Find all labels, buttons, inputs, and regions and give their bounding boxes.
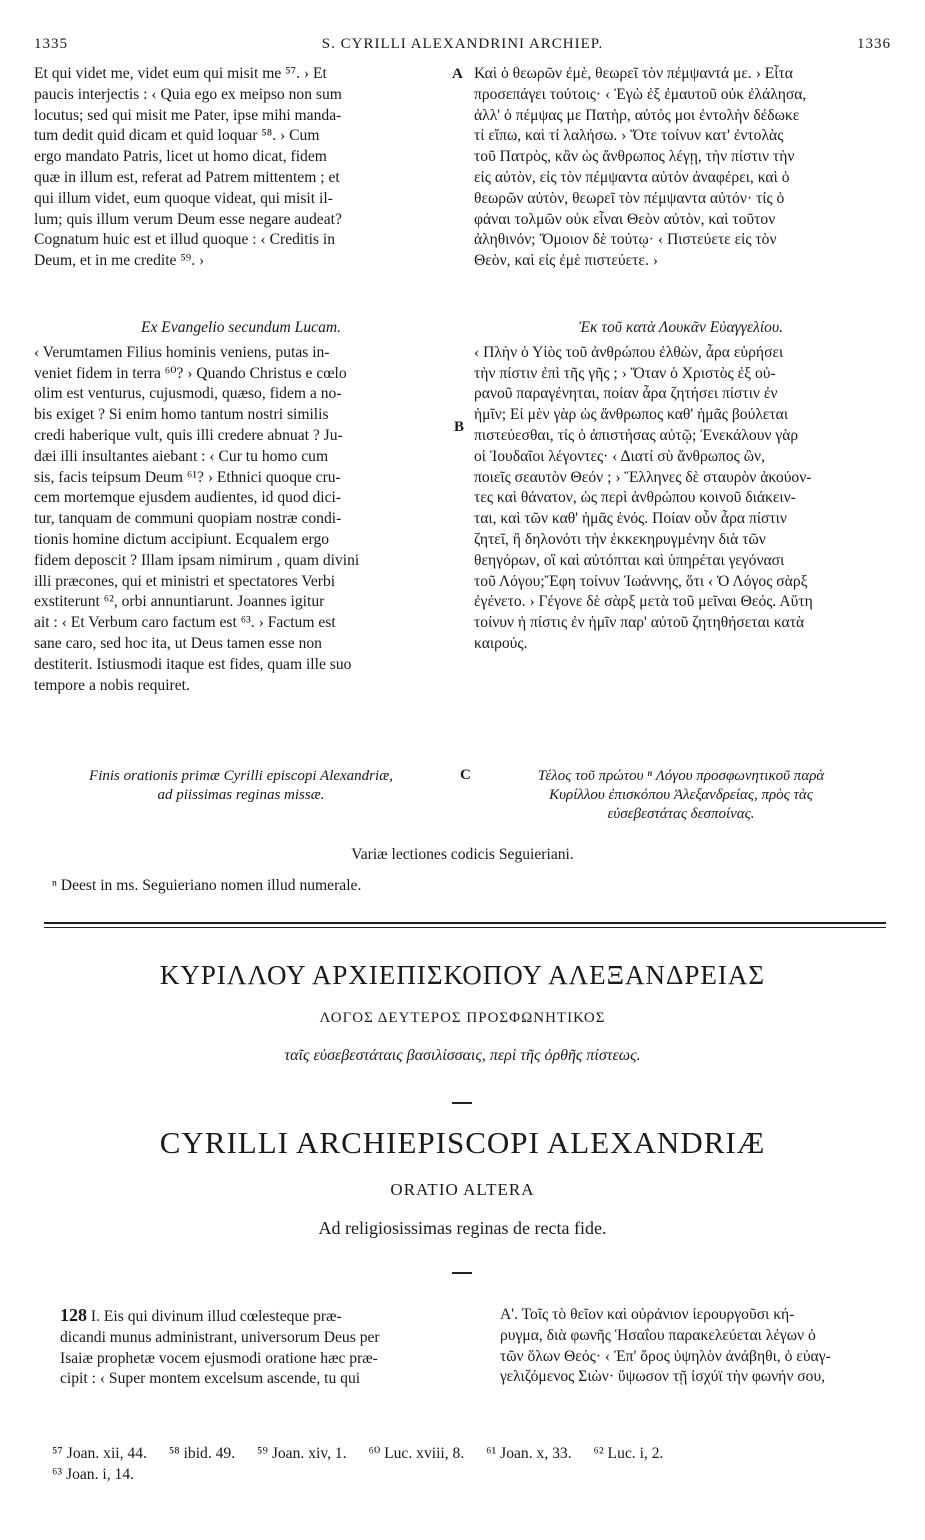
text-line: ἐγένετο. › Γέγονε δὲ σὰρξ μετὰ τοῦ μεῖναι Θεός. Αὕτη (474, 593, 813, 611)
divider-rule (44, 927, 886, 928)
text-line: Finis orationis primæ Cyrilli episcopi Alexandriæ, (89, 768, 393, 784)
text-line: ρυγμα, διὰ φωνῆς Ἡσαΐου παρακελεύεται λέγων ὁ (500, 1326, 816, 1344)
text-line: Θεὸν, καὶ εἰς ἐμὲ πιστεύετε. › (474, 252, 658, 270)
text-line: τῶν ὅλων Θεός· ‹ Ἐπ' ὄρος ὑψηλὸν ἀνάβηθι, ὁ εὐαγ- (500, 1347, 831, 1365)
text-line: quæ in illum est, referat ad Patrem mittentem ; et (34, 168, 340, 186)
reference: ⁶³ Joan. i, 14. (52, 1466, 135, 1483)
page-number-left: 1335 (34, 36, 68, 52)
text-line: εὐσεβεστάτας δεσποίνας. (607, 806, 755, 822)
text-line: sane caro, sed hoc ita, ut Deus tamen esse non (34, 634, 322, 652)
text-line: Isaiæ prophetæ vocem ejusmodi oratione hæc præ- (60, 1349, 378, 1367)
text-line: olim est venturus, cujusmodi, quæso, fidem a no- (34, 385, 342, 403)
scripture-references (52, 1443, 898, 1485)
greek-column-bottom (500, 1305, 892, 1388)
text-line: εἰς αὐτὸν, εἰς τὸν πέμψαντα αὐτὸν ἀναφέρει, καὶ ὁ (474, 168, 790, 186)
text-line: ἀλλ' ὁ πέμψας με Πατὴρ, αὐτός μοι ἐντολὴν δέδωκε (474, 106, 800, 124)
text-line: ἀληθινόν; Ὅμοιον δὲ τούτῳ· ‹ Πιστεύετε εἰς τὸν (474, 231, 777, 249)
text-line: φάναι τολμῶν οὐκ εἶναι Θεὸν αὐτὸν, καὶ τοῦτον (474, 210, 776, 228)
text-line: tionis homine dictum accipiunt. Ecqualem ergo (34, 530, 330, 548)
text-line: Καὶ ὁ θεωρῶν ἐμὲ, θεωρεῖ τὸν πέμψαντά με. › Εἶτα (474, 65, 793, 82)
divider-rule (44, 922, 886, 924)
text-line: ποιεῖς σεαυτὸν Θεόν ; › Ἕλληνες δὲ σταυρὸν ἀκούον- (474, 468, 812, 486)
variae-lectiones-heading: Variæ lectiones codicis Seguieriani. (351, 846, 574, 863)
text-line: ergo mandato Patris, licet ut homo dicat, fidem (34, 148, 327, 166)
section-heading-latin: Ex Evangelio secundum Lucam. (140, 319, 342, 336)
text-line: ἡμῖν; Εἰ μὲν γὰρ ὡς ἄνθρωπος καθ' ἡμᾶς βούλεται (474, 406, 789, 424)
text-line: paucis interjectis : ‹ Quia ego ex meipso non sum (34, 85, 342, 103)
page-number-right: 1336 (857, 36, 891, 52)
text-line: τί εἴπω, καὶ τί λαλήσω. › Ὅτε τοίνυν κατ' ἐντολὰς (474, 127, 784, 145)
text-line: exstiterunt ⁶², orbi annuntiarunt. Joannes igitur (34, 593, 325, 611)
text-line: προσεπάγει τούτοις· ‹ Ἐγὼ ἐξ ἐμαυτοῦ οὐκ ἐλάλησα, (474, 85, 807, 103)
text-line: qui illum videt, eum quoque videat, qui misit il- (34, 189, 333, 207)
text-line: γελιζόμενος Σιὼν· ὕψωσον τῇ ἰσχύϊ τὴν φωνήν σου, (500, 1368, 826, 1386)
text-line: Α'. Τοῖς τὸ θεῖον καὶ οὐράνιον ἱερουργοῦσι κή- (500, 1306, 795, 1323)
greek-finis (474, 767, 888, 824)
divider-dash (452, 1102, 472, 1104)
latin-dedication: Ad religiosissimas reginas de recta fide. (318, 1218, 607, 1238)
text-line: tempore a nobis requiret. (34, 676, 190, 694)
text-line: ait : ‹ Et Verbum caro factum est ⁶³. › Factum est (34, 614, 336, 632)
margin-letter-b: B (454, 419, 465, 435)
latin-column-bottom (60, 1305, 458, 1390)
column-number: 128 (60, 1305, 87, 1325)
latin-column-top (34, 64, 448, 272)
text-line: cem mortemque ejusdem audientes, id quod dici- (34, 489, 342, 507)
text-line: ρανοῦ παραγένηται, ποίαν ἆρα ζητήσει πίστιν ἐν (474, 385, 778, 403)
text-line: τοῦ Λόγου;Ἔφη τοίνυν Ἰωάννης, ὅτι ‹ Ὁ Λόγος σὰρξ (474, 572, 808, 590)
greek-column-top (474, 64, 888, 272)
text-line: lum; quis illum verum Deum esse negare audeat? (34, 210, 342, 228)
margin-letter-c: C (460, 767, 471, 783)
text-line: dæi illi insultantes aiebant : ‹ Cur tu homo cum (34, 447, 329, 465)
text-line: ad piissimas reginas missæ. (157, 787, 325, 803)
text-line: τοίνυν ἡ πίστις ἐν ἡμῖν παρ' αὐτοῦ ζητηθήσεται κατὰ (474, 614, 805, 632)
text-line: cipit : ‹ Super montem excelsum ascende, tu qui (60, 1370, 361, 1388)
text-line: θεηγόρων, οἳ καὶ αὐτόπται καὶ ὑπηρέται γεγόνασι (474, 551, 785, 569)
text-line: veniet fidem in terra ⁶⁰? › Quando Christus e cœlo (34, 364, 347, 382)
text-line: Κυρίλλου ἐπισκόπου Ἀλεξανδρείας, πρὸς τὰς (549, 787, 813, 803)
reference: ⁶⁰ Luc. xviii, 8. (368, 1445, 465, 1462)
text-line: Cognatum huic est et illud quoque : ‹ Creditis in (34, 231, 336, 249)
greek-title: ΚΥΡΙΛΛΟΥ ΑΡΧΙΕΠΙΣΚΟΠΟΥ ΑΛΕΞΑΝΔΡΕΙΑΣ (159, 960, 766, 990)
text-line: ‹ Πλὴν ὁ Υἱὸς τοῦ ἀνθρώπου ἐλθὼν, ἆρα εὑρήσει (474, 343, 784, 361)
text-line: καιρούς. (474, 634, 528, 652)
text-line: Et qui videt me, videt eum qui misit me ⁵⁷. › Et (34, 65, 327, 82)
greek-subtitle: ΛΟΓΟΣ ΔΕΥΤΕΡΟΣ ΠΡΟΣΦΩΝΗΤΙΚΟΣ (319, 1010, 606, 1026)
text-line: οἱ Ἰουδαῖοι λέγοντες· ‹ Διατί σὺ ἄνθρωπος ὢν, (474, 447, 765, 465)
text-line: tum dedit quid dicam et quid loquar ⁵⁸. › Cum (34, 127, 320, 145)
text-span: I. Eis qui divinum illud cœlesteque præ- (90, 1308, 342, 1325)
latin-subtitle: ORATIO ALTERA (390, 1180, 535, 1199)
text-line: Τέλος τοῦ πρώτου ⁿ Λόγου προσφωνητικοῦ παρὰ (537, 768, 825, 784)
reference: ⁵⁸ ibid. 49. (168, 1445, 236, 1462)
latin-title: CYRILLI ARCHIEPISCOPI ALEXANDRIÆ (159, 1125, 766, 1160)
text-line: illi præcones, qui et ministri et spectatores Verbi (34, 572, 336, 590)
reference: ⁶¹ Joan. x, 33. (486, 1445, 572, 1462)
text-line: ται, καὶ τῶν καθ' ἡμᾶς ἑνός. Ποίαν οὖν ἆρα πίστιν (474, 510, 787, 528)
section-heading-greek: Ἐκ τοῦ κατὰ Λουκᾶν Εὐαγγελίου. (578, 319, 784, 336)
greek-column-luke (474, 318, 888, 655)
text-line: Deum, et in me credite ⁵⁹. › (34, 252, 205, 270)
divider-dash (452, 1272, 472, 1274)
text-line: πιστεύεσθαι, τίς ὁ ἀπιστήσας αὐτῷ; Ἐνεκάλουν γὰρ (474, 426, 799, 444)
text-line: credi haberique vult, quis illi credere abnuat ? Ju- (34, 426, 343, 444)
reference: ⁶² Luc. i, 2. (593, 1445, 664, 1462)
text-line: tur, tanquam de communi quopiam nostræ condi- (34, 510, 342, 528)
greek-dedication: ταῖς εὐσεβεστάταις βασιλίσσαις, περὶ τῆς ὀρθῆς πίστεως. (284, 1047, 641, 1064)
text-line: sis, facis teipsum Deum ⁶¹? › Ethnici quoque cru- (34, 468, 341, 486)
running-title: S. CYRILLI ALEXANDRINI ARCHIEP. (321, 36, 604, 52)
text-line: ‹ Verumtamen Filius hominis veniens, putas in- (34, 343, 330, 361)
variae-lectiones-note: ⁿ Deest in ms. Seguieriano nomen illud numerale. (52, 877, 362, 894)
reference: ⁵⁹ Joan. xiv, 1. (257, 1445, 347, 1462)
text-line (60, 1305, 458, 1328)
latin-finis (34, 767, 448, 805)
text-line: dicandi munus administrant, universorum Deus per (60, 1328, 380, 1346)
text-line: ζητεῖ, ἢ δηλονότι τὴν ἐκκεκηρυγμένην διὰ τῶν (474, 530, 766, 548)
text-line: destiterit. Istiusmodi itaque est fides, quam ille suo (34, 655, 352, 673)
margin-letter-a: A (452, 66, 463, 82)
text-line: τες καὶ θάνατον, ὡς περὶ ἀνθρώπου κοινοῦ διάκειν- (474, 489, 796, 507)
text-line: θεωρῶν αὐτὸν, θεωρεῖ τὸν πέμψαντα αὐτόν· τίς ὁ (474, 189, 785, 207)
running-head (34, 36, 891, 58)
text-line: τοῦ Πατρὸς, κἂν ὡς ἄνθρωπος λέγῃ, τὴν πίστιν τὴν (474, 148, 795, 166)
reference: ⁵⁷ Joan. xii, 44. (52, 1445, 147, 1462)
text-line: τὴν πίστιν ἐπὶ τῆς γῆς ; › Ὅταν ὁ Χριστὸς ἐξ οὐ- (474, 364, 776, 382)
text-line: fidem deposcit ? Illam ipsam nimirum , quam divini (34, 551, 360, 569)
text-line: locutus; sed qui misit me Pater, ipse mihi manda- (34, 106, 342, 124)
text-line: bis exiget ? Si enim homo tantum nostri similis (34, 406, 329, 424)
latin-column-luke (34, 318, 448, 696)
